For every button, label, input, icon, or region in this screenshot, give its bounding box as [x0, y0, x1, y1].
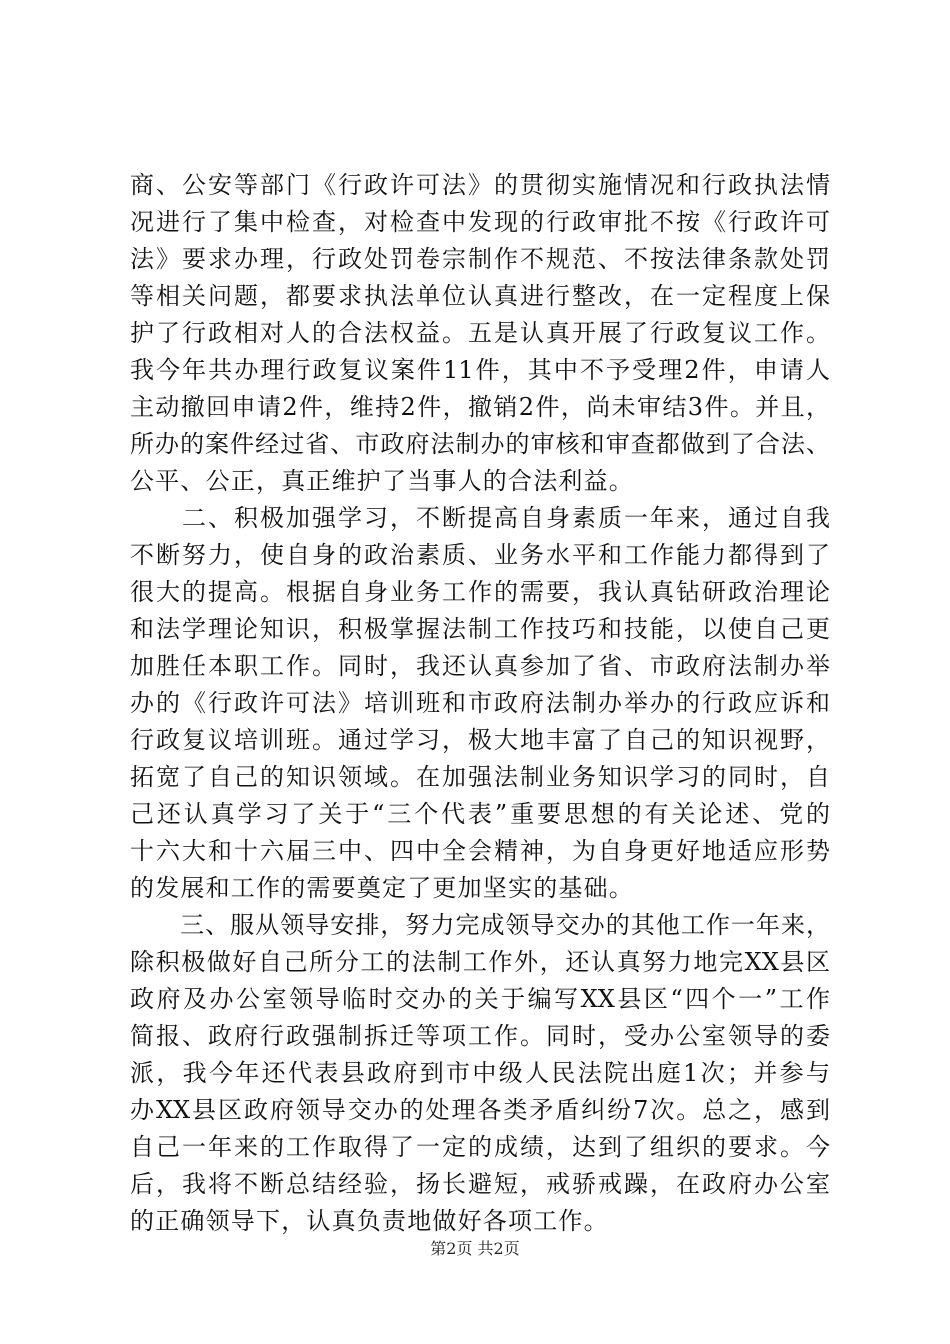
text-line: 后，我将不断总结经验，扬长避短，戒骄戒躁，在政府办公室 [130, 1170, 830, 1198]
text-line: 除积极做好自己所分工的法制工作外，还认真努力地完XX县区 [130, 948, 830, 976]
text-line: 三、服从领导安排，努力完成领导交办的其他工作一年来， [130, 911, 830, 939]
text-line: 的发展和工作的需要奠定了更加坚实的基础。 [130, 874, 634, 902]
text-line: 很大的提高。根据自身业务工作的需要，我认真钻研政治理论 [130, 578, 830, 606]
text-line: 主动撤回申请2件，维持2件，撤销2件，尚未审结3件。并且， [130, 393, 830, 421]
text-line: 加胜任本职工作。同时，我还认真参加了省、市政府法制办举 [130, 652, 830, 680]
text-line: 办XX县区政府领导交办的处理各类矛盾纠纷7次。总之，感到 [130, 1096, 830, 1124]
text-line: 法》要求办理，行政处罚卷宗制作不规范、不按法律条款处罚 [130, 245, 830, 273]
text-line: 简报、政府行政强制拆迁等项工作。同时，受办公室领导的委 [130, 1022, 830, 1050]
text-line: 不断努力，使自身的政治素质、业务水平和工作能力都得到了 [130, 541, 830, 569]
text-line: 派，我今年还代表县政府到市中级人民法院出庭1次；并参与 [130, 1059, 830, 1087]
text-line: 的正确领导下，认真负责地做好各项工作。 [130, 1207, 609, 1235]
page-footer: 第2页 共2页 [430, 1239, 520, 1258]
text-line: 二、积极加强学习，不断提高自身素质一年来，通过自我 [130, 504, 830, 532]
text-line: 我今年共办理行政复议案件11件，其中不予受理2件，申请人 [130, 356, 830, 384]
text-line: 况进行了集中检查，对检查中发现的行政审批不按《行政许可 [130, 208, 830, 236]
text-line: 政府及办公室领导临时交办的关于编写XX县区“四个一”工作 [130, 985, 830, 1013]
text-line: 所办的案件经过省、市政府法制办的审核和审查都做到了合法、 [130, 430, 830, 458]
text-line: 行政复议培训班。通过学习，极大地丰富了自己的知识视野， [130, 726, 830, 754]
text-line: 拓宽了自己的知识领域。在加强法制业务知识学习的同时，自 [130, 763, 830, 791]
text-line: 等相关问题，都要求执法单位认真进行整改，在一定程度上保 [130, 282, 830, 310]
body-text [130, 167, 830, 1240]
text-line: 己还认真学习了关于“三个代表”重要思想的有关论述、党的 [130, 800, 830, 828]
text-line: 商、公安等部门《行政许可法》的贯彻实施情况和行政执法情 [130, 171, 830, 199]
text-line: 护了行政相对人的合法权益。五是认真开展了行政复议工作。 [130, 319, 830, 347]
text-line: 十六大和十六届三中、四中全会精神，为自身更好地适应形势 [130, 837, 830, 865]
text-line: 公平、公正，真正维护了当事人的合法利益。 [130, 467, 634, 495]
text-line: 和法学理论知识，积极掌握法制工作技巧和技能，以使自己更 [130, 615, 830, 643]
text-line: 自己一年来的工作取得了一定的成绩，达到了组织的要求。今 [130, 1133, 830, 1161]
text-line: 办的《行政许可法》培训班和市政府法制办举办的行政应诉和 [130, 689, 830, 717]
